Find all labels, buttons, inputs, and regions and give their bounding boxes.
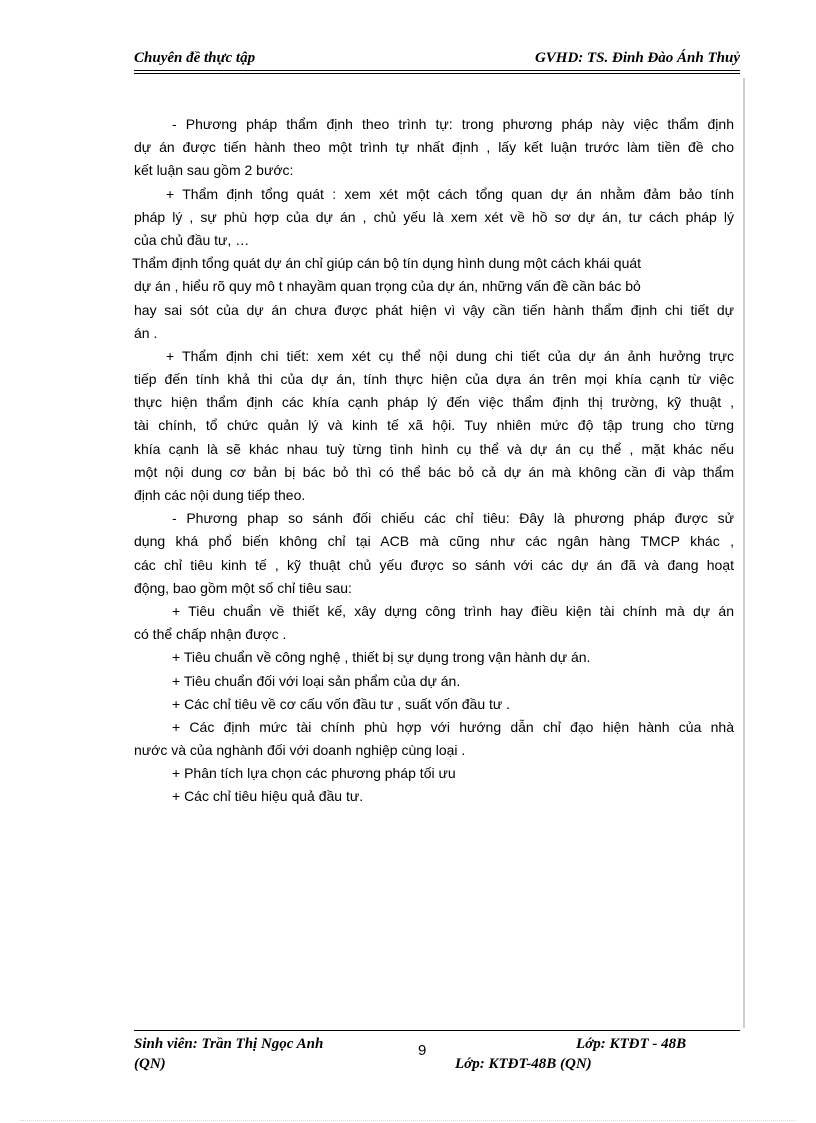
body-line: pháp lý , sự phù hợp của dự án , chủ yếu là xem xét về hồ sơ dự án, tư cách pháp lý bbox=[134, 208, 734, 225]
footer-student-name: Sinh viên: Trần Thị Ngọc Anh bbox=[134, 1036, 324, 1052]
footer-student-qn: (QN) bbox=[134, 1056, 166, 1072]
body-line: + Thẩm định tổng quát : xem xét một cách tổng quan dự án nhằm đảm bảo tính bbox=[166, 185, 734, 202]
body-line: - Phương pháp thẩm định theo trình tự: trong phương pháp này việc thẩm định bbox=[172, 116, 734, 132]
body-line: dự án được tiến hành theo một trình tự nhất định , lấy kết luận trước làm tiền đề cho bbox=[134, 139, 734, 156]
body-line: tài chính, tổ chức quản lý và kinh tế xã hội. Tuy nhiên mức độ tập trung cho từng bbox=[134, 417, 734, 434]
body-line: + Các định mức tài chính phù hợp với hướng dẫn chỉ đạo hiện hành của nhà bbox=[172, 718, 734, 735]
header-rule bbox=[134, 70, 740, 71]
body-line: kết luận sau gồm 2 bước: bbox=[134, 162, 294, 179]
body-line: dụng khá phổ biến không chỉ tại ACB mà cũng như các ngân hàng TMCP khác , bbox=[134, 533, 734, 550]
body-line: + Phân tích lựa chọn các phương pháp tối ưu bbox=[172, 765, 456, 782]
body-line: + Tiêu chuẩn về công nghệ , thiết bị sự dụng trong vận hành dự án. bbox=[172, 649, 591, 666]
body-line: động, bao gồm một số chỉ tiêu sau: bbox=[134, 579, 352, 596]
body-line: có thể chấp nhận được . bbox=[134, 626, 287, 643]
body-line: hay sai sót của dự án chưa được phát hiện vì vậy cần tiến hành thẩm định chi tiết dự bbox=[134, 301, 734, 318]
body-line: + Tiêu chuẩn đối với loại sản phẩm của dự án. bbox=[172, 672, 461, 689]
body-line: thực hiện thẩm định các khía cạnh pháp lý đến việc thẩm định thị trường, kỹ thuật , bbox=[134, 394, 734, 411]
header-rule-thin bbox=[134, 73, 740, 74]
page-header bbox=[134, 48, 740, 70]
body-line: khía cạnh là sẽ khác nhau tuỳ từng tình hình cụ thể và dự án cụ thể , mặt khác nếu bbox=[134, 440, 734, 457]
body-line: án . bbox=[134, 324, 158, 341]
header-document-title: Chuyên đề thực tập bbox=[134, 50, 256, 66]
header-advisor: GVHD: TS. Đinh Đào Ánh Thuỷ bbox=[534, 50, 740, 66]
body-line: + Thẩm định chi tiết: xem xét cụ thể nội dung chi tiết của dự án ảnh hưởng trực bbox=[166, 347, 734, 364]
page-number: 9 bbox=[418, 1042, 427, 1059]
page-bottom-dotted-line bbox=[20, 1120, 796, 1121]
body-line: tiếp đến tính khả thi của dự án, tính thực hiện của dựa án trên mọi khía cạnh từ việc bbox=[134, 371, 734, 388]
body-text bbox=[134, 113, 734, 809]
page-border-shadow bbox=[743, 78, 745, 1028]
body-line: + Tiêu chuẩn về thiết kế, xây dựng công trình hay điều kiện tài chính mà dự án bbox=[172, 602, 734, 619]
footer-class-qn: Lớp: KTĐT-48B (QN) bbox=[455, 1056, 592, 1072]
body-line: các chỉ tiêu kinh tế , kỹ thuật chủ yếu được so sánh với các dự án đã và đang hoạt bbox=[134, 556, 734, 573]
body-line: nước và của nghành đối với doanh nghiệp cùng loại . bbox=[134, 742, 466, 759]
body-line: một nội dung cơ bản bị bác bỏ thì có thể bác bỏ cả dự án mà không cần đi vàp thẩm bbox=[134, 463, 734, 480]
body-line: định các nội dung tiếp theo. bbox=[134, 487, 306, 503]
body-line: của chủ đầu tư, … bbox=[134, 231, 250, 248]
body-line: + Các chỉ tiêu hiệu quả đầu tư. bbox=[172, 788, 364, 805]
body-line: - Phương phap so sánh đối chiếu các chỉ tiêu: Đây là phương pháp được sử bbox=[172, 510, 734, 527]
footer-class: Lớp: KTĐT - 48B bbox=[576, 1036, 687, 1052]
body-line: + Các chỉ tiêu về cơ cấu vốn đầu tư , suất vốn đầu tư . bbox=[172, 695, 511, 712]
body-line: Thẩm định tổng quát dự án chỉ giúp cán bộ tín dụng hình dung một cách khái quát bbox=[132, 255, 642, 272]
body-line: dự án , hiểu rõ quy mô t nhayầm quan trọng của dự án, những vấn đề cần bác bỏ bbox=[134, 278, 641, 295]
footer-rule bbox=[134, 1030, 740, 1031]
